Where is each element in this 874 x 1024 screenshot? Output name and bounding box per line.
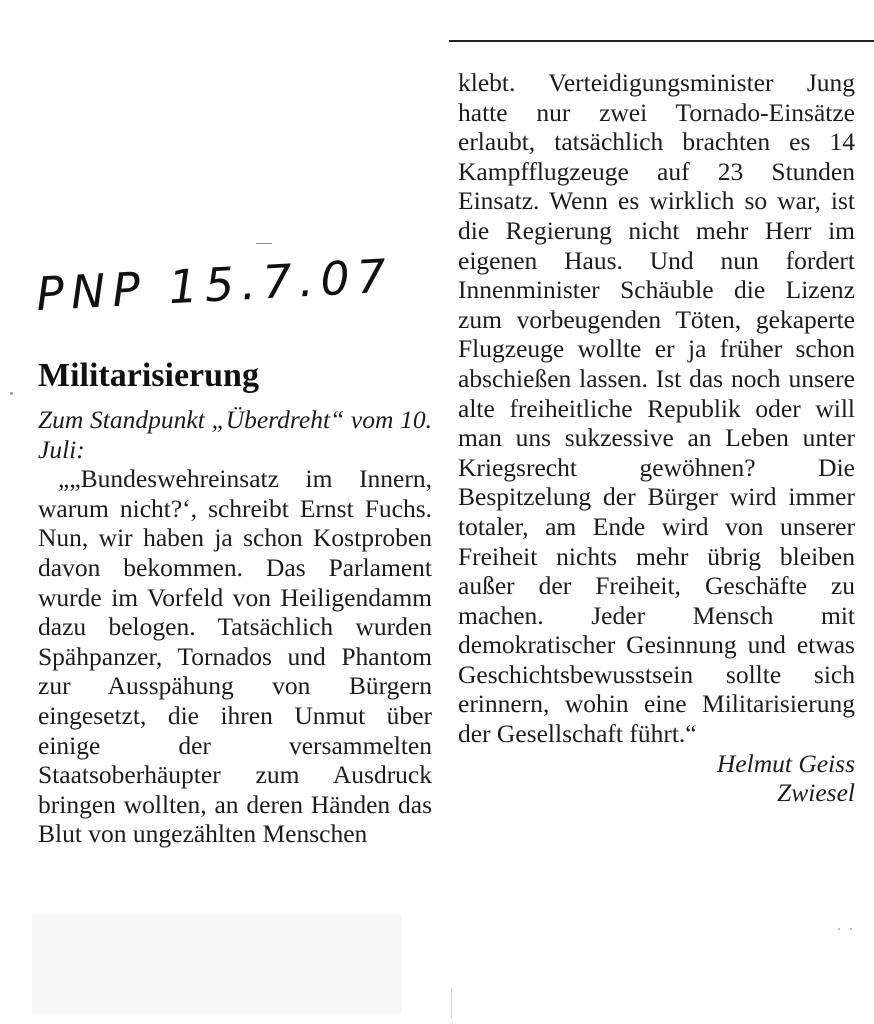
column-top-rule bbox=[449, 40, 874, 42]
scan-smudge bbox=[838, 928, 852, 930]
left-column bbox=[38, 405, 432, 849]
article-headline: Militarisierung bbox=[38, 357, 259, 394]
scan-fold-line bbox=[451, 988, 452, 1018]
letter-body-left: „„Bundeswehreinsatz im Innern, warum nicht?‘, schreibt Ernst Fuchs. Nun, wir haben ja schon Kostproben davon bekommen. Das Parlament wurde im Vorfeld von Heiligendamm dazu belogen. Tatsächlich wurden Spähpanzer, Tornados und Phantom zur Ausspähung von Bürgern eingesetzt, die ihren Unmut über einige der versammelten Staatsoberhäupter zum Ausdruck bringen wollten, an deren Händen das Blut von ungezählten Menschen bbox=[38, 464, 432, 849]
right-column bbox=[458, 68, 855, 808]
author-town: Zwiesel bbox=[777, 778, 855, 808]
margin-mark bbox=[256, 243, 272, 244]
letter-body-right: klebt. Verteidigungsminister Jung hatte nur zwei Tornado-Einsätze erlaubt, tatsächlich brachten es 14 Kampfflugzeuge auf 23 Stunden Einsatz. Wenn es wirklich so war, ist die Regierung nicht mehr Herr im eigenen Haus. Und nun fordert Innenminister Schäuble die Lizenz zum vorbeugenden Töten, gekaperte Flugzeuge wollte er ja früher schon abschießen lassen. Ist das noch unsere alte freiheitliche Republik oder will man uns sukzessive an Leben unter Kriegsrecht gewöhnen? Die Bespitzelung der Bürger wird immer totaler, am Ende wird von unserer Freiheit nichts mehr übrig bleiben außer der Freiheit, Geschäfte zu machen. Jeder Mensch mit demokratischer Gesinnung und etwas Geschichtsbewusstsein sollte sich erinnern, wohin eine Militarisierung der Gesellschaft führt.“ bbox=[458, 68, 855, 749]
scan-shadow bbox=[32, 914, 402, 1014]
scan-speck bbox=[10, 392, 13, 395]
handwritten-source-date: PNP 15.7.07 bbox=[34, 248, 395, 322]
author-name: Helmut Geiss bbox=[716, 748, 855, 778]
reference-line: Zum Standpunkt „Überdreht“ vom 10. Juli: bbox=[38, 405, 432, 464]
